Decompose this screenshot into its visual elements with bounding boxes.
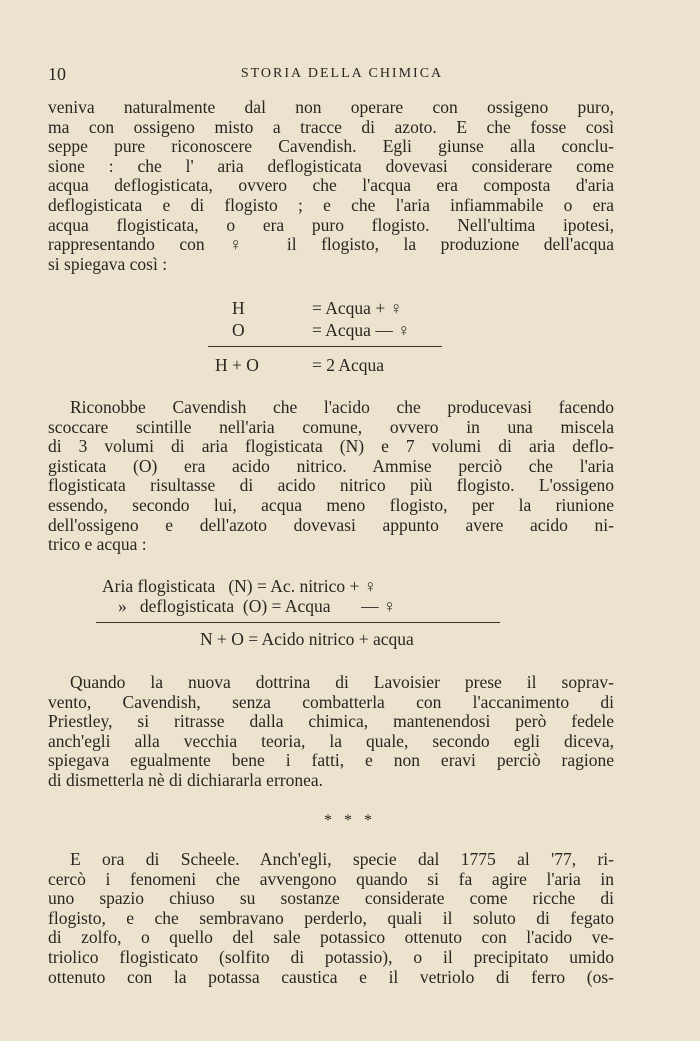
text-line: trico e acqua : (48, 534, 147, 555)
paragraph-2 (48, 398, 614, 555)
formula-line: Aria flogisticata (N) = Ac. nitrico + ♀ (102, 576, 377, 596)
text-line: Riconobbe Cavendish che l'acido che producevasi facendo (70, 397, 614, 417)
page-number: 10 (48, 64, 66, 84)
text-line: sione : che l' aria deflogisticata dovevasi considerare come (48, 155, 614, 176)
text-line: acqua deflogisticata, ovvero che l'acqua era composta d'aria (48, 175, 614, 196)
text-line: ma con ossigeno misto a tracce di azoto. E che fosse così (48, 116, 614, 137)
text-line: di 3 volumi di aria flogisticata (N) e 7 volumi di aria deflo- (48, 436, 614, 457)
text-line: gisticata (O) era acido nitrico. Ammise perciò che l'aria (48, 455, 614, 476)
text-line: Quando la nuova dottrina di Lavoisier prese il soprav- (70, 672, 614, 692)
formula-term: = Acqua + ♀ (312, 298, 403, 318)
text-line: uno spazio chiuso su sostanze considerate come ricche di (48, 888, 614, 909)
formula-line: » deflogisticata (O) = Acqua — ♀ (118, 596, 397, 616)
text-line: Priestley, si ritrasse dalla chimica, mantenendosi però fedele (48, 711, 614, 732)
formula-term: H + O (215, 355, 259, 375)
text-line: veniva naturalmente dal non operare con ossigeno puro, (48, 97, 614, 117)
text-line: vento, Cavendish, senza combatterla con l'accanimento di (48, 691, 614, 712)
paragraph-1 (48, 98, 614, 274)
text-line: dell'ossigeno e dell'azoto dovevasi appunto avere acido ni- (48, 514, 614, 535)
paragraph-3 (48, 673, 614, 791)
text-line: ottenuto con la potassa caustica e il vetriolo di ferro (os- (48, 966, 614, 987)
text-line: cercò i fenomeni che avvengono quando si fa agire l'aria in (48, 868, 614, 889)
text-line: flogisto, e che sembravano perderlo, quali il soluto di fegato (48, 907, 614, 928)
text-line: essendo, secondo lui, acqua meno flogisto, per la riunione (48, 494, 614, 515)
text-line: di zolfo, o quello del sale potassico ottenuto con l'acido ve- (48, 927, 614, 948)
text-line: spiegava egualmente bene i fatti, e non eravi perciò ragione (48, 750, 614, 771)
text-line: di dismetterla nè di dichiararla erronea. (48, 769, 324, 790)
formula-line: N + O = Acido nitrico + acqua (200, 629, 414, 649)
formula-term: = Acqua — ♀ (312, 320, 411, 340)
text-line: si spiegava così : (48, 253, 168, 274)
text-line: anch'egli alla vecchia teoria, la quale, secondo egli diceva, (48, 730, 614, 751)
formula-term: O (232, 320, 245, 340)
formula-rule (96, 622, 500, 623)
text-line: deflogisticata e di flogisto ; e che l'aria infiammabile o era (48, 194, 614, 215)
text-line: E ora di Scheele. Anch'egli, specie dal 1775 al '77, ri- (70, 849, 614, 869)
running-title: STORIA DELLA CHIMICA (240, 66, 444, 81)
text-line: scoccare scintille nell'aria comune, ovvero in una miscela (48, 416, 614, 437)
text-line: flogisticata risultasse di acido nitrico più flogisto. L'ossigeno (48, 475, 614, 496)
text-line: seppe pure riconoscere Cavendish. Egli giunse alla conclu- (48, 136, 614, 157)
paragraph-4 (48, 850, 614, 987)
text-line: acqua flogisticata, o era puro flogisto. Nell'ultima ipotesi, (48, 214, 614, 235)
formula-term: H (232, 298, 245, 318)
text-line: triolico flogisticato (solfito di potassio), o il precipitato umido (48, 946, 614, 967)
page-header (48, 64, 636, 86)
formula-rule (208, 346, 442, 347)
formula-term: = 2 Acqua (312, 355, 385, 375)
section-separator: * * * (324, 812, 376, 829)
text-line: rappresentando con ♀ il flogisto, la produzione dell'acqua (48, 234, 614, 255)
